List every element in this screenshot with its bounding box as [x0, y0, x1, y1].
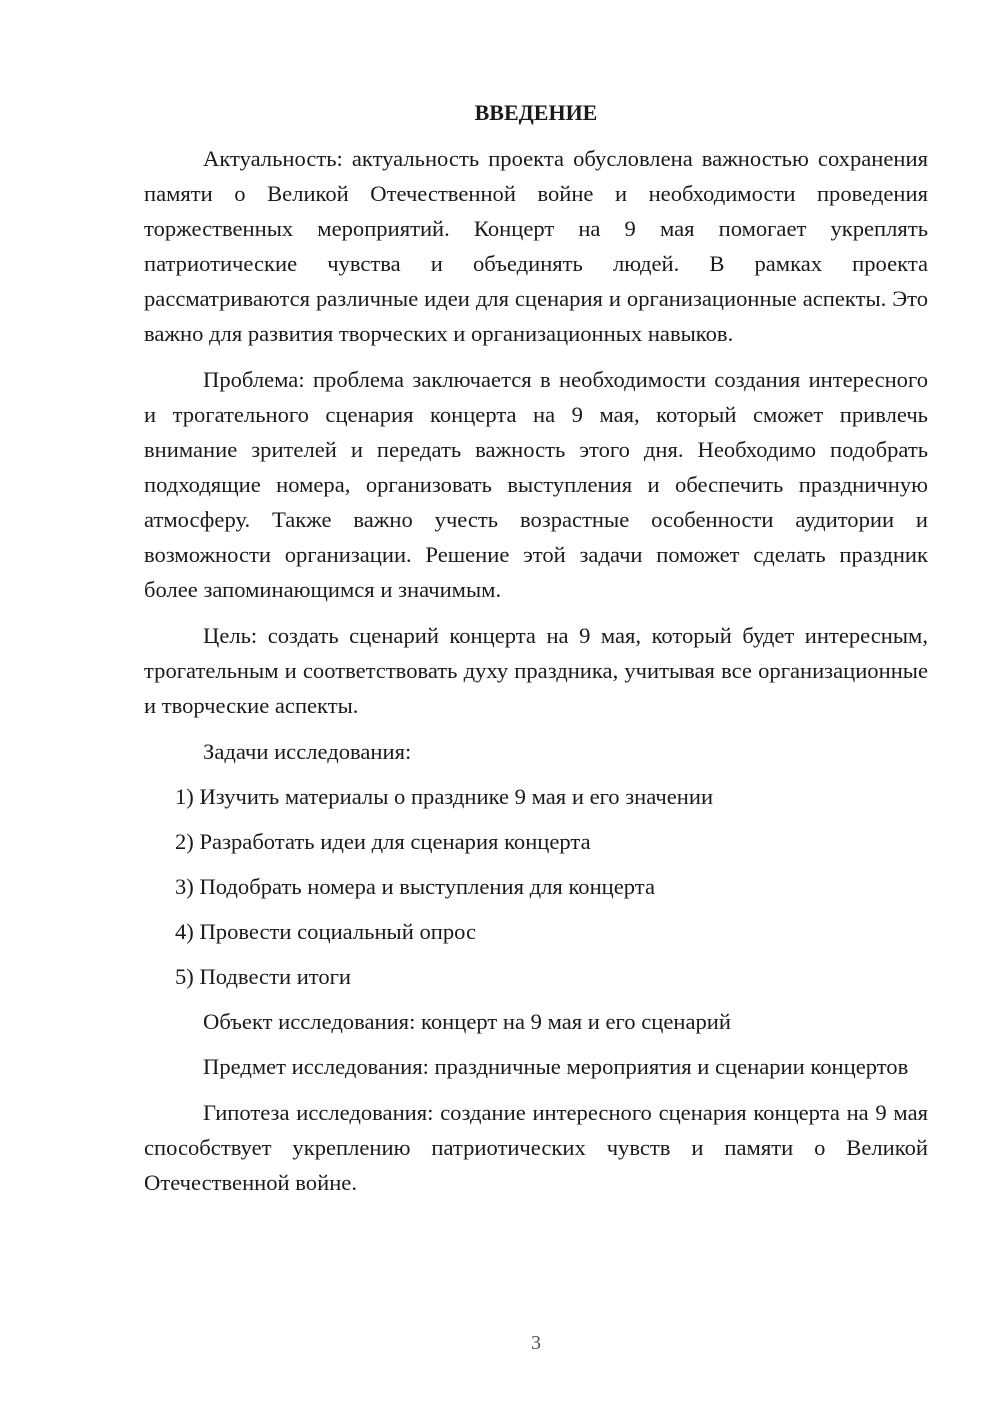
relevance-paragraph: Актуальность: актуальность проекта обусловлена важностью сохранения памяти о Великой Отечественной войне и необходимости проведения торжественных мероприятий. Концерт на 9 мая помогает укреплять патриотические чувства и объединять людей. В рамках проекта рассматриваются различные идеи для сценария и организационные аспекты. Это важно для развития творческих и организационных навыков.	[144, 146, 928, 346]
task-item-1: 1) Изучить материалы о празднике 9 мая и его значении	[175, 784, 714, 809]
section-title: ВВЕДЕНИЕ	[474, 100, 598, 125]
goal-paragraph: Цель: создать сценарий концерта на 9 мая, который будет интересным, трогательным и соответствовать духу праздника, учитывая все организационные и творческие аспекты.	[144, 623, 928, 718]
document-page	[144, 95, 928, 1211]
subject-paragraph: Предмет исследования: праздничные мероприятия и сценарии концертов	[203, 1054, 909, 1079]
task-item-5: 5) Подвести итоги	[175, 964, 352, 989]
page-number: 3	[531, 1332, 541, 1354]
hypothesis-paragraph: Гипотеза исследования: создание интересного сценария концерта на 9 мая способствует укреплению патриотических чувств и памяти о Великой Отечественной войне.	[144, 1100, 928, 1195]
task-item-3: 3) Подобрать номера и выступления для концерта	[175, 874, 655, 899]
problem-paragraph: Проблема: проблема заключается в необходимости создания интересного и трогательного сценария концерта на 9 мая, который сможет привлечь внимание зрителей и передать важность этого дня. Необходимо подобрать подходящие номера, организовать выступления и обеспечить праздничную атмосферу. Также важно учесть возрастные особенности аудитории и возможности организации. Решение этой задачи поможет сделать праздник более запоминающимся и значимым.	[144, 367, 928, 602]
object-paragraph: Объект исследования: концерт на 9 мая и его сценарий	[203, 1009, 731, 1034]
tasks-heading: Задачи исследования:	[203, 739, 412, 764]
task-item-2: 2) Разработать идеи для сценария концерта	[175, 829, 591, 854]
task-item-4: 4) Провести социальный опрос	[175, 919, 477, 944]
